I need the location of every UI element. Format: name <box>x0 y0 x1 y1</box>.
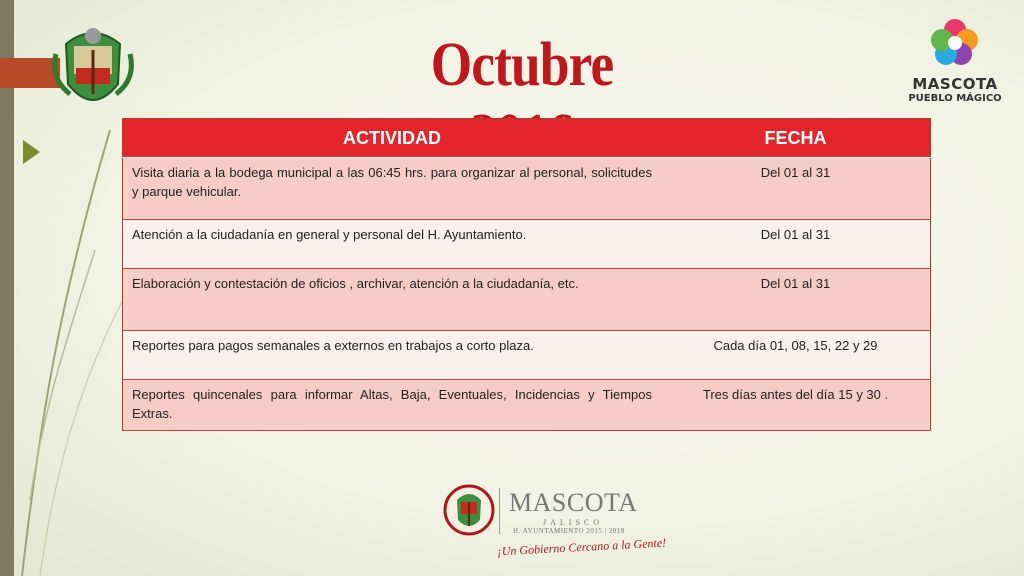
footer-slogan: ¡Un Gobierno Cercano a la Gente! <box>496 535 667 559</box>
arrow-bullet-icon <box>23 140 40 164</box>
date-cell: Del 01 al 31 <box>661 269 931 331</box>
table-row <box>123 220 931 269</box>
date-column-header: FECHA <box>661 119 931 158</box>
mascota-pueblo-magico-logo <box>905 16 1005 104</box>
logo-brand-tagline: PUEBLO MÁGICO <box>908 93 1002 104</box>
activity-cell: Atención a la ciudadanía en general y personal del H. Ayuntamiento. <box>123 220 662 269</box>
table-row <box>123 380 931 431</box>
activity-cell: Elaboración y contestación de oficios , archivar, atención a la ciudadanía, etc. <box>123 269 662 331</box>
activity-cell: Visita diaria a la bodega municipal a las 06:45 hrs. para organizar al personal, solicitudes y parque vehicular. <box>123 158 662 220</box>
page-title: Octubre <box>430 31 614 99</box>
logo-brand-name: MASCOTA <box>912 75 998 93</box>
activity-column-header: ACTIVIDAD <box>123 119 662 158</box>
activity-cell: Reportes para pagos semanales a externos en trabajos a corto plaza. <box>123 331 662 380</box>
table-row <box>123 269 931 331</box>
date-cell: Cada día 01, 08, 15, 22 y 29 <box>661 331 931 380</box>
municipal-coat-of-arms-logo <box>48 24 138 121</box>
date-cell: Del 01 al 31 <box>661 220 931 269</box>
pinwheel-icon <box>929 16 981 68</box>
footer-state-name: JALISCO <box>543 518 604 527</box>
table-row <box>123 331 931 380</box>
date-cell: Tres días antes del día 15 y 30 . <box>661 380 931 431</box>
footer-administration: H. AYUNTAMIENTO 2015 | 2018 <box>513 527 625 535</box>
footer-branding <box>443 482 667 562</box>
table-header-row <box>123 119 931 158</box>
footer-divider <box>499 488 500 534</box>
activity-cell: Reportes quincenales para informar Altas, Baja, Eventuales, Incidencias y Tiempos Extras. <box>123 380 662 431</box>
table-row <box>123 158 931 220</box>
footer-municipality-name: MASCOTA <box>509 488 638 517</box>
activities-table <box>122 118 931 431</box>
municipal-seal-icon <box>443 482 495 538</box>
date-cell: Del 01 al 31 <box>661 158 931 220</box>
